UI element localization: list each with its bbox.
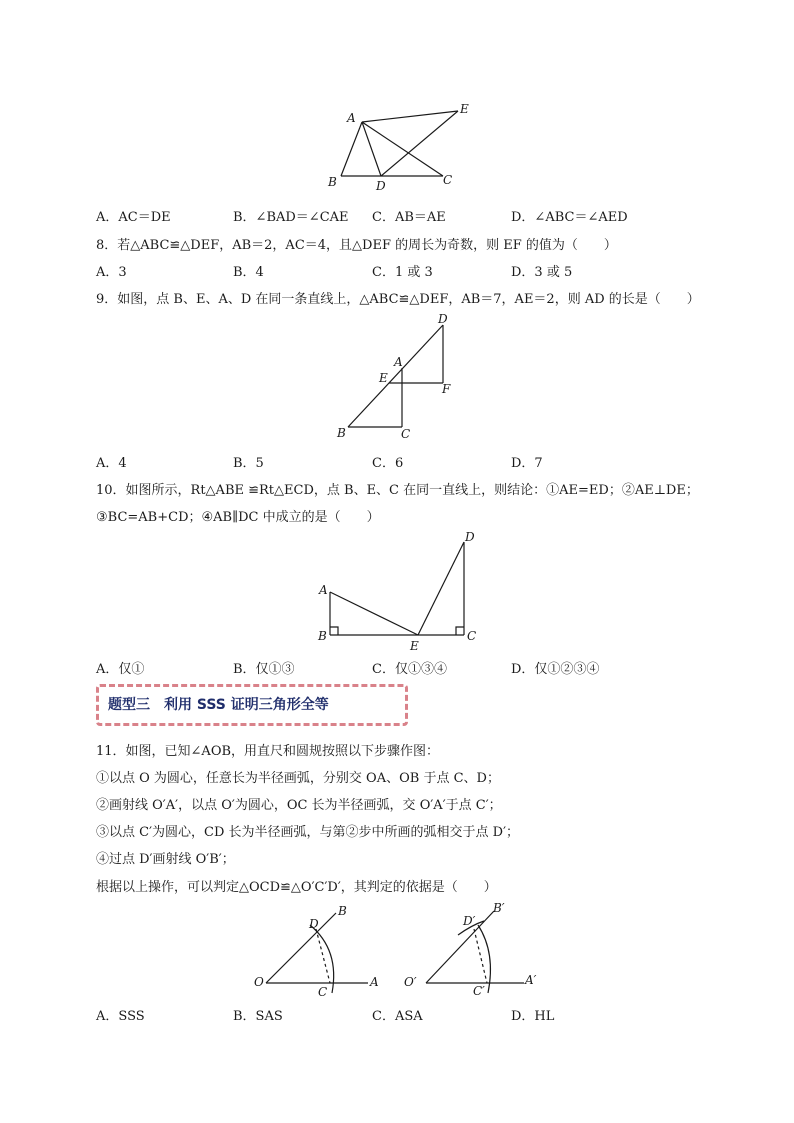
label-B: B [337,426,346,440]
q8-option-b[interactable]: B．4 [233,265,264,280]
label-D: D [309,917,319,931]
q10-option-d[interactable]: D．仅①②③④ [511,662,600,677]
label-O-prime: O′ [404,975,417,989]
label-A-prime: A′ [525,973,537,987]
q11-option-a[interactable]: A．SSS [96,1009,145,1024]
q11-option-c[interactable]: C．ASA [372,1009,423,1024]
label-C: C [443,173,453,187]
q9-option-c[interactable]: C．6 [372,456,404,471]
section-title: 题型三 利用 SSS 证明三角形全等 [108,697,329,713]
q11-step-3: ③以点 C′为圆心，CD 长为半径画弧，与第②步中所画的弧相交于点 D′； [96,825,520,840]
q9-option-a[interactable]: A．4 [96,456,127,471]
figure-q10 [0,525,794,655]
label-C: C [401,427,411,441]
q8-option-d[interactable]: D．3 或 5 [511,265,573,280]
label-D: D [376,179,386,193]
label-D-prime: D′ [463,914,476,928]
q11-option-d[interactable]: D．HL [511,1009,555,1024]
q7-option-d[interactable]: D．∠ABC＝∠AED [511,210,628,225]
label-E: E [410,639,419,653]
figure-q7 [0,0,794,200]
label-E: E [460,102,469,116]
label-C-prime: C′ [473,984,485,998]
q10-option-a[interactable]: A．仅① [96,662,145,677]
q8-stem: 8．若△ABC≌△DEF，AB＝2，AC＝4，且△DEF 的周长为奇数，则 EF 的值为（ ） [96,238,617,253]
label-O: O [254,975,264,989]
label-F: F [442,382,451,396]
q8-option-a[interactable]: A．3 [96,265,127,280]
q11-step-1: ①以点 O 为圆心，任意长为半径画弧，分别交 OA、OB 于点 C、D； [96,771,500,786]
q10-stem-line1: 10．如图所示，Rt△ABE ≌Rt△ECD，点 B、E、C 在同一直线上，则结论：①AE=ED；②AE⊥DE； [96,483,699,498]
label-B: B [318,629,327,643]
figure-q9 [0,300,794,460]
q7-option-c[interactable]: C．AB＝AE [372,210,446,225]
q11-step-2: ②画射线 O′A′，以点 O′为圆心，OC 长为半径画弧，交 O′A′于点 C′； [96,798,502,813]
q11-stem: 11．如图，已知∠AOB，用直尺和圆规按照以下步骤作图： [96,744,440,759]
q7-option-a[interactable]: A．AC＝DE [96,210,171,225]
q10-option-c[interactable]: C．仅①③④ [372,662,447,677]
label-B: B [328,175,337,189]
q11-question: 根据以上操作，可以判定△OCD≌△O′C′D′，其判定的依据是（ ） [96,880,497,895]
label-B: B [338,904,347,918]
label-A: A [319,583,328,597]
label-D: D [465,530,475,544]
label-E: E [379,371,388,385]
q8-option-c[interactable]: C．1 或 3 [372,265,433,280]
figure-q11 [0,895,794,1015]
label-C: C [467,629,477,643]
label-B-prime: B′ [493,901,505,915]
q11-option-b[interactable]: B．SAS [233,1009,283,1024]
q9-option-b[interactable]: B．5 [233,456,264,471]
label-A: A [370,975,379,989]
label-C: C [318,985,328,999]
label-A: A [347,111,356,125]
q7-option-b[interactable]: B．∠BAD＝∠CAE [233,210,349,225]
q10-option-b[interactable]: B．仅①③ [233,662,295,677]
q9-stem: 9．如图，点 B、E、A、D 在同一条直线上，△ABC≌△DEF，AB＝7，AE＝2，则 AD 的长是（ ） [96,292,700,307]
q10-stem-line2: ③BC=AB+CD；④AB∥DC 中成立的是（ ） [96,510,380,525]
q11-step-4: ④过点 D′画射线 O′B′； [96,852,235,867]
label-A: A [394,355,403,369]
q9-option-d[interactable]: D．7 [511,456,543,471]
label-D: D [438,312,448,326]
